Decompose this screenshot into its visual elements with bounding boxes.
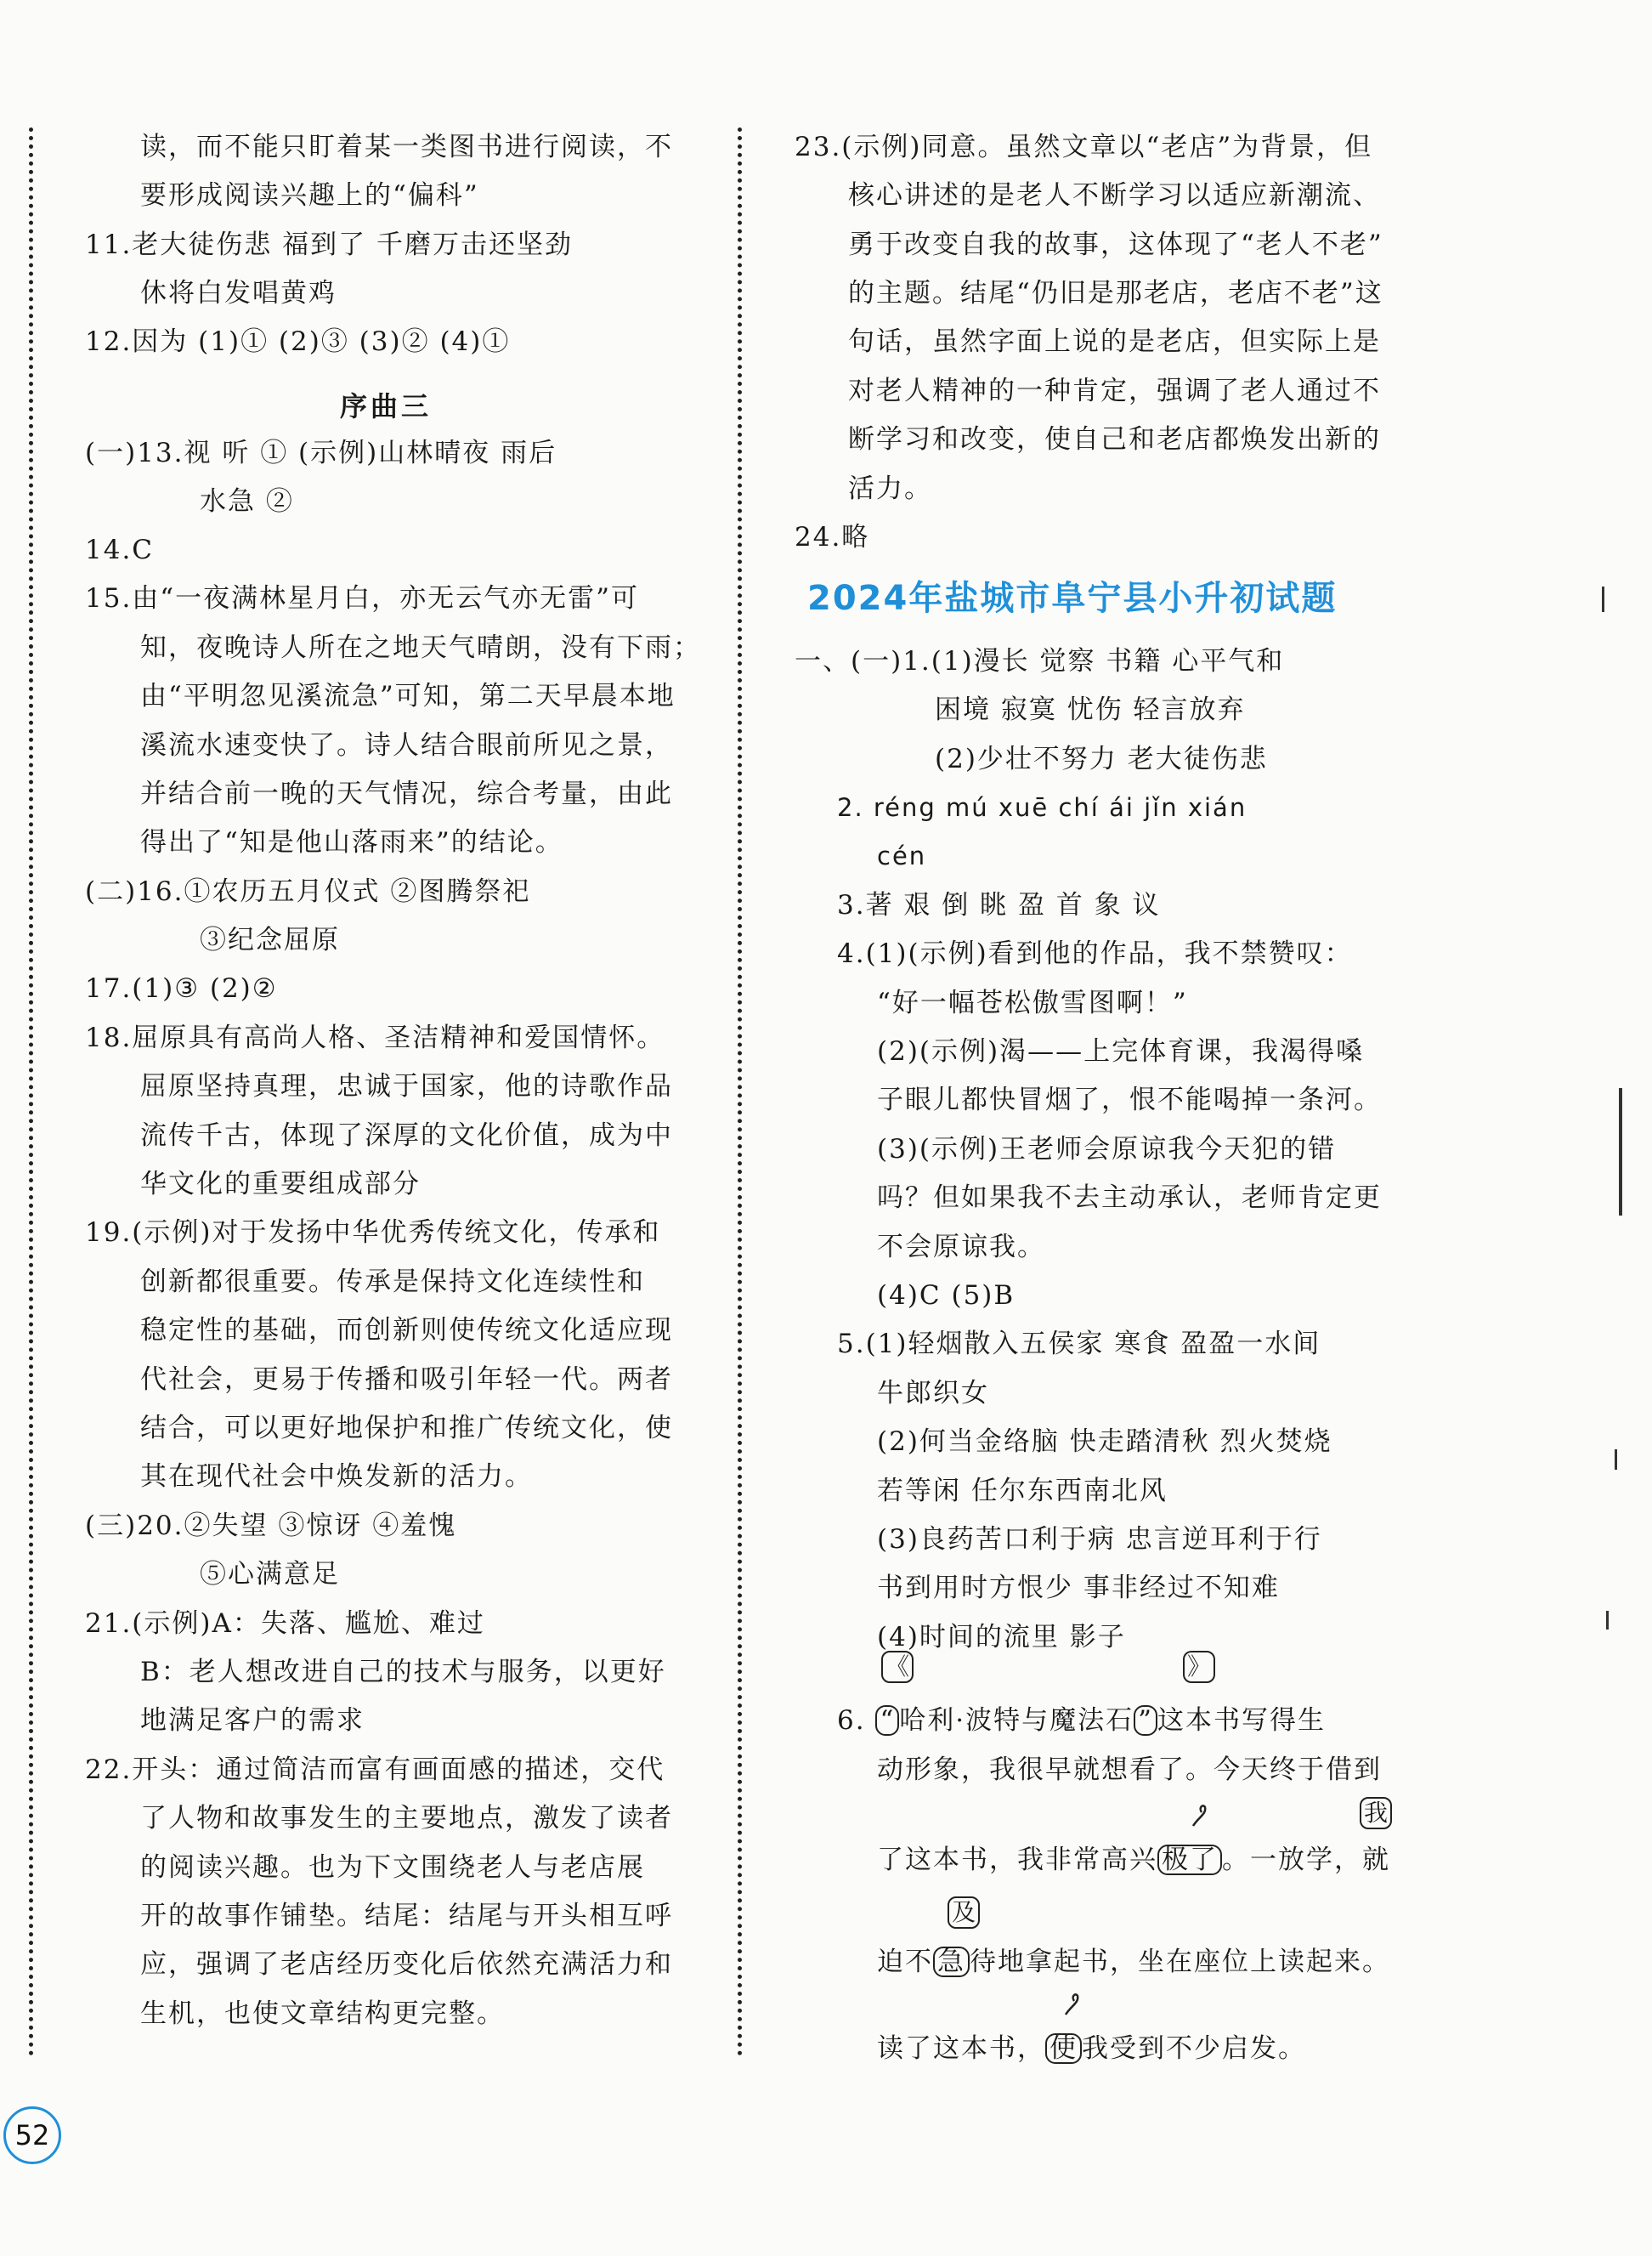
q19-line: 创新都很重要。传承是保持文化连续性和 <box>140 1267 645 1297</box>
q19-line: 代社会，更易于传播和吸引年轻一代。两者 <box>140 1364 673 1395</box>
q4-line: (2)(示例)渴——上完体育课，我渴得嗓 <box>877 1036 1365 1067</box>
q14-line: 14.C <box>85 535 155 565</box>
q6e-post-text: 我受到不少启发。 <box>1082 2033 1306 2064</box>
q13-line: (一)13.视 听 ① (示例)山林晴夜 雨后 <box>85 438 557 468</box>
q1-line: (2)少壮不努力 老大徒伤悲 <box>935 744 1268 774</box>
insert-mark-open-title: 《 <box>881 1651 914 1683</box>
q18-line: 华文化的重要组成部分 <box>140 1169 421 1199</box>
q23-line: 的主题。结尾“仍旧是那老店，老店不老”这 <box>848 278 1383 309</box>
q6c-mid-text: 。一放学， <box>1222 1845 1362 1875</box>
q6e-pre-text: 读了这本书， <box>877 2033 1045 2064</box>
exam-title: 2024年盐城市阜宁县小升初试题 <box>807 579 1338 618</box>
q15-line: 由“平明忽见溪流急”可知，第二天早晨本地 <box>140 681 676 711</box>
q17-line: 17.(1)③ (2)② <box>85 973 278 1004</box>
q6-line: 动形象，我很早就想看了。今天终于借到 <box>877 1754 1382 1785</box>
q6c-end-text: 就 <box>1362 1845 1390 1875</box>
q4-line: (3)(示例)王老师会原谅我今天犯的错 <box>877 1134 1337 1165</box>
q4-line: 不会原谅我。 <box>877 1232 1045 1262</box>
circled-word-ji: 急 <box>933 1947 970 1977</box>
circled-word-jile: 极了 <box>1157 1845 1222 1875</box>
q5-line: 若等闲 任尔东西南北风 <box>877 1476 1168 1506</box>
q5-line: (4)时间的流里 影子 <box>877 1622 1126 1652</box>
circled-word-shi: 使 <box>1045 2033 1082 2064</box>
q23-line: 勇于改变自我的故事，这体现了“老人不老” <box>848 230 1383 260</box>
q2-pinyin-line: 2. réng mú xuē chí ái jǐn xián <box>837 793 1247 822</box>
delete-mark-icon <box>1190 1802 1215 1833</box>
q4-line: (4)C (5)B <box>877 1280 1016 1311</box>
q24-line: 24.略 <box>795 522 870 553</box>
q5-line: 牛郎织女 <box>877 1378 989 1409</box>
q1-line: 一、(一)1.(1)漫长 觉察 书籍 心平气和 <box>795 646 1285 677</box>
q15-line: 并结合前一晚的天气情况，综合考量，由此 <box>140 779 673 809</box>
q6-line <box>877 2032 1306 2066</box>
q19-line: 其在现代社会中焕发新的活力。 <box>140 1461 533 1492</box>
q20-line: ⑤心满意足 <box>200 1559 340 1590</box>
q15-line: 15.由“一夜满林星月白，亦无云气亦无雷”可 <box>85 583 639 614</box>
q22-line: 生机，也使文章结构更完整。 <box>140 1998 505 2029</box>
q20-line: (三)20.②失望 ③惊讶 ④羞愧 <box>85 1511 457 1541</box>
q6-line <box>837 1703 1326 1737</box>
q22-line: 开的故事作铺垫。结尾：结尾与开头相互呼 <box>140 1901 673 1931</box>
q5-line: (3)良药苦口利于病 忠言逆耳利于行 <box>877 1524 1322 1555</box>
q6d-pre-text: 迫不 <box>877 1947 933 1977</box>
q11-line: 11.老大徒伤悲 福到了 千磨万击还坚劲 <box>85 230 574 260</box>
q4-line: 4.(1)(示例)看到他的作品，我不禁赞叹： <box>837 938 1353 969</box>
q11-line: 休将白发唱黄鸡 <box>140 278 337 309</box>
q6-number: 6. <box>837 1705 866 1736</box>
scan-edge-mark <box>1615 1449 1617 1470</box>
q23-line: 句话，虽然字面上说的是老店，但实际上是 <box>848 326 1381 357</box>
q4-line: 吗？但如果我不去主动承认，老师肯定更 <box>877 1182 1382 1213</box>
q15-line: 知，夜晚诗人所在之地天气晴朗，没有下雨； <box>140 632 701 663</box>
circled-close-quote: ” <box>1134 1705 1157 1736</box>
q19-line: 稳定性的基础，而创新则使传统文化适应现 <box>140 1315 673 1346</box>
q5-line: 5.(1)轻烟散入五侯家 寒食 盈盈一水间 <box>837 1329 1321 1359</box>
q6-line <box>877 1945 1390 1979</box>
q6-rest-text: 这本书写得生 <box>1157 1705 1327 1736</box>
q16-line: (二)16.①农历五月仪式 ②图腾祭祀 <box>85 876 531 907</box>
scan-edge-mark <box>1606 1611 1609 1630</box>
q6-line <box>877 1843 1390 1877</box>
q3-line: 3.著 艰 倒 眺 盈 首 象 议 <box>837 890 1161 921</box>
q6c-pre-text: 了这本书，我非常高兴 <box>877 1845 1157 1875</box>
q15-line: 溪流水速变快了。诗人结合眼前所见之景， <box>140 730 673 761</box>
scan-edge-mark <box>1619 1088 1622 1216</box>
q2-pinyin-line: cén <box>877 842 927 870</box>
q4-line: “好一幅苍松傲雪图啊！” <box>877 988 1188 1018</box>
q18-line: 流传千古，体现了深厚的文化价值，成为中 <box>140 1120 673 1151</box>
q22-line: 的阅读兴趣。也为下文围绕老人与老店展 <box>140 1852 645 1883</box>
insert-mark-ji: 及 <box>948 1896 980 1929</box>
center-divider-dots <box>738 128 742 2057</box>
q22-line: 应，强调了老店经历变化后依然充满活力和 <box>140 1949 673 1980</box>
insert-mark-wo: 我 <box>1360 1797 1392 1829</box>
section-heading: 序曲三 <box>340 390 433 422</box>
q18-line: 18.屈原具有高尚人格、圣洁精神和爱国情怀。 <box>85 1023 665 1053</box>
q23-line: 活力。 <box>848 473 932 504</box>
q23-line: 对老人精神的一种肯定，强调了老人通过不 <box>848 376 1381 406</box>
left-line: 读，而不能只盯着某一类图书进行阅读，不 <box>140 132 673 162</box>
q21-line: 地满足客户的需求 <box>140 1705 365 1736</box>
q12-line: 12.因为 (1)① (2)③ (3)② (4)① <box>85 326 511 357</box>
q5-line: (2)何当金络脑 快走踏清秋 烈火焚烧 <box>877 1426 1332 1457</box>
q23-line: 断学习和改变，使自己和老店都焕发出新的 <box>848 424 1381 455</box>
q19-line: 结合，可以更好地保护和推广传统文化，使 <box>140 1413 673 1443</box>
insert-mark-close-title: 》 <box>1183 1651 1215 1683</box>
q15-line: 得出了“知是他山落雨来”的结论。 <box>140 827 563 858</box>
left-margin-dots <box>29 128 33 2057</box>
q19-line: 19.(示例)对于发扬中华优秀传统文化，传承和 <box>85 1217 661 1248</box>
q18-line: 屈原坚持真理，忠诚于国家，他的诗歌作品 <box>140 1071 673 1102</box>
delete-mark-icon <box>1062 1991 1088 2021</box>
q6-title-text: 哈利·波特与魔法石 <box>899 1705 1134 1736</box>
scan-edge-mark <box>1602 587 1604 612</box>
q13-line: 水急 ② <box>200 486 294 517</box>
q6d-post-text: 待地拿起书，坐在座位上读起来。 <box>970 1947 1390 1977</box>
q23-line: 核心讲述的是老人不断学习以适应新潮流、 <box>848 180 1381 211</box>
q21-line: B：老人想改进自己的技术与服务，以更好 <box>140 1657 666 1687</box>
q22-line: 22.开头：通过简洁而富有画面感的描述，交代 <box>85 1754 665 1785</box>
q1-line: 困境 寂寞 忧伤 轻言放弃 <box>935 694 1246 725</box>
page-number-badge: 52 <box>3 2106 61 2164</box>
q16-line: ③纪念屈原 <box>200 925 340 955</box>
q23-line: 23.(示例)同意。虽然文章以“老店”为背景，但 <box>795 132 1373 162</box>
left-line: 要形成阅读兴趣上的“偏科” <box>140 180 479 211</box>
q4-line: 子眼儿都快冒烟了，恨不能喝掉一条河。 <box>877 1085 1382 1115</box>
q21-line: 21.(示例)A：失落、尴尬、难过 <box>85 1608 485 1639</box>
q22-line: 了人物和故事发生的主要地点，激发了读者 <box>140 1803 673 1834</box>
circled-open-quote: “ <box>875 1705 899 1736</box>
q5-line: 书到用时方恨少 事非经过不知难 <box>877 1573 1280 1603</box>
